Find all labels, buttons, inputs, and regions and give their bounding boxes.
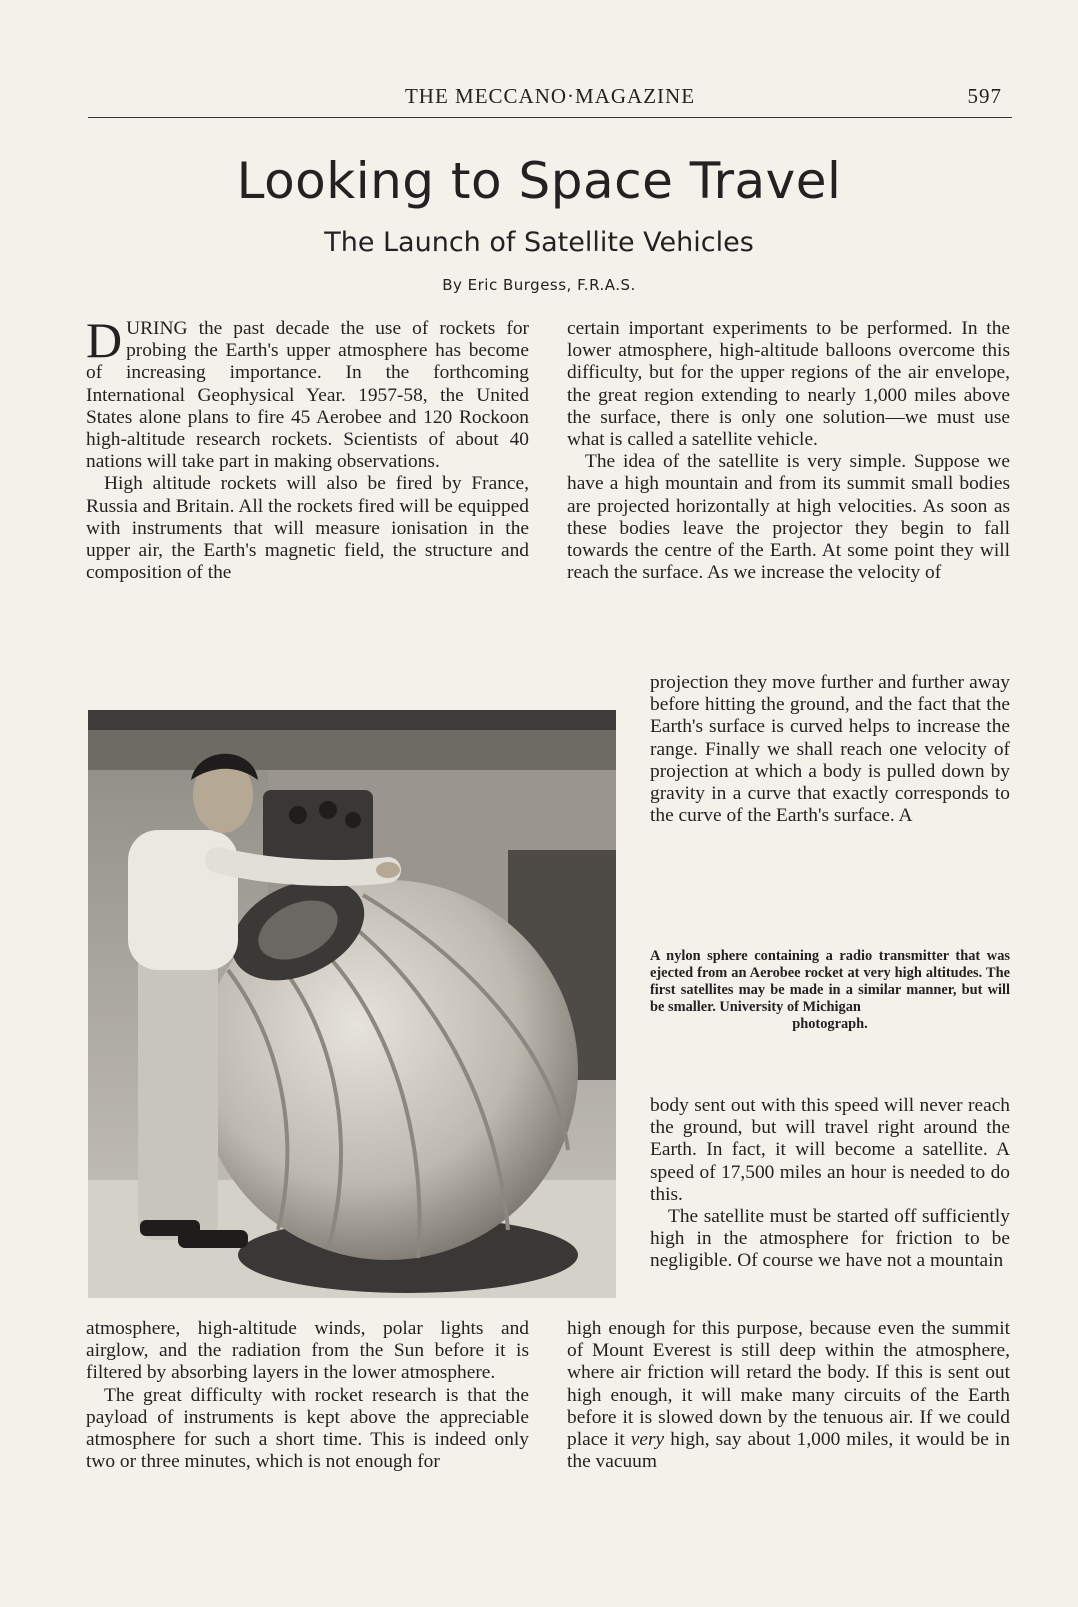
column-1-bottom xyxy=(86,1318,529,1473)
column-2-bottom xyxy=(567,1318,1010,1473)
paragraph-text: high enough for this purpose, because even the summit of Mount Everest is still deep within the atmosphere, where air friction will retard the body. If this is sent out high enough, it will make many circuits of the Earth before it is slowed down by the tenuous air. If we could place it xyxy=(567,1318,1010,1451)
paragraph: The idea of the satellite is very simple. Suppose we have a high mountain and from its summit small bodies are projected horizontally at high velocities. As soon as these bodies leave the projector they begin to fall towards the centre of the Earth. At some point they will reach the surface. As we increase the velocity of xyxy=(567,451,1010,584)
paragraph: certain important experiments to be performed. In the lower atmosphere, high-altitude balloons overcome this difficulty, but for the upper regions of the air envelope, the great region extending to nearly 1,000 miles above the surface, there is only one solution—we must use what is called a satellite vehicle. xyxy=(567,318,1010,451)
paragraph xyxy=(567,1318,1010,1473)
paragraph xyxy=(86,312,529,473)
header-rule xyxy=(88,117,1012,118)
drop-cap: D xyxy=(86,312,123,368)
photo-caption xyxy=(650,948,1010,1033)
paragraph: atmosphere, high-altitude winds, polar lights and airglow, and the radiation from the Sun before it is filtered by absorbing layers in the lower atmosphere. xyxy=(86,1318,529,1384)
caption-text-last: photograph. xyxy=(792,1016,868,1032)
column-1-top xyxy=(86,312,529,584)
paragraph: The great difficulty with rocket research is that the payload of instruments is kept above the appreciable atmosphere for such a short time. This is indeed only two or three minutes, which is not enough for xyxy=(86,1384,529,1473)
paragraph: The satellite must be started off sufficiently high in the atmosphere for friction to be negligible. Of course we have not a mountain xyxy=(650,1206,1010,1272)
caption-text: A nylon sphere containing a radio transmitter that was ejected from an Aerobee rocket at very high altitudes. The first satellites may be made in a similar manner, but will be smaller. University of Michigan xyxy=(650,948,1010,1015)
nylon-sphere-photo xyxy=(88,710,616,1298)
paragraph: body sent out with this speed will never reach the ground, but will travel right around the Earth. In fact, it will become a satellite. A speed of 17,500 miles an hour is needed to do this. xyxy=(650,1095,1010,1205)
paragraph: projection they move further and further away before hitting the ground, and the fact that the Earth's surface is curved helps to increase the range. Finally we shall reach one velocity of projection at which a body is pulled down by gravity in a curve that exactly corresponds to the curve of the Earth's surface. A xyxy=(650,672,1010,827)
emphasis-word: very xyxy=(630,1429,665,1451)
column-2-top xyxy=(567,318,1010,584)
article-subtitle: The Launch of Satellite Vehicles xyxy=(324,227,754,258)
article-title: Looking to Space Travel xyxy=(236,152,842,210)
magazine-title: THE MECCANO·MAGAZINE xyxy=(404,84,696,108)
page-number: 597 xyxy=(967,84,1002,108)
column-2-wrap xyxy=(650,672,1010,827)
paragraph-text: high, say about 1,000 miles, it would be in the vacuum xyxy=(567,1429,1011,1473)
column-2-middle xyxy=(650,1095,1010,1273)
running-head xyxy=(90,84,1010,110)
paragraph-text: URING the past decade the use of rockets for probing the Earth's upper atmosphere has become of increasing importance. In the forthcoming International Geophysical Year. 1957-58, the United States alone plans to fire 45 Aerobee and 120 Rockoon high-altitude research rockets. Scientists of about 40 nations will take part in making observations. xyxy=(86,318,529,473)
paragraph: High altitude rockets will also be fired by France, Russia and Britain. All the rockets fired will be equipped with instruments that will measure ionisation in the upper air, the Earth's magnetic field, the structure and composition of the xyxy=(86,473,529,584)
article-byline: By Eric Burgess, F.R.A.S. xyxy=(442,276,636,294)
